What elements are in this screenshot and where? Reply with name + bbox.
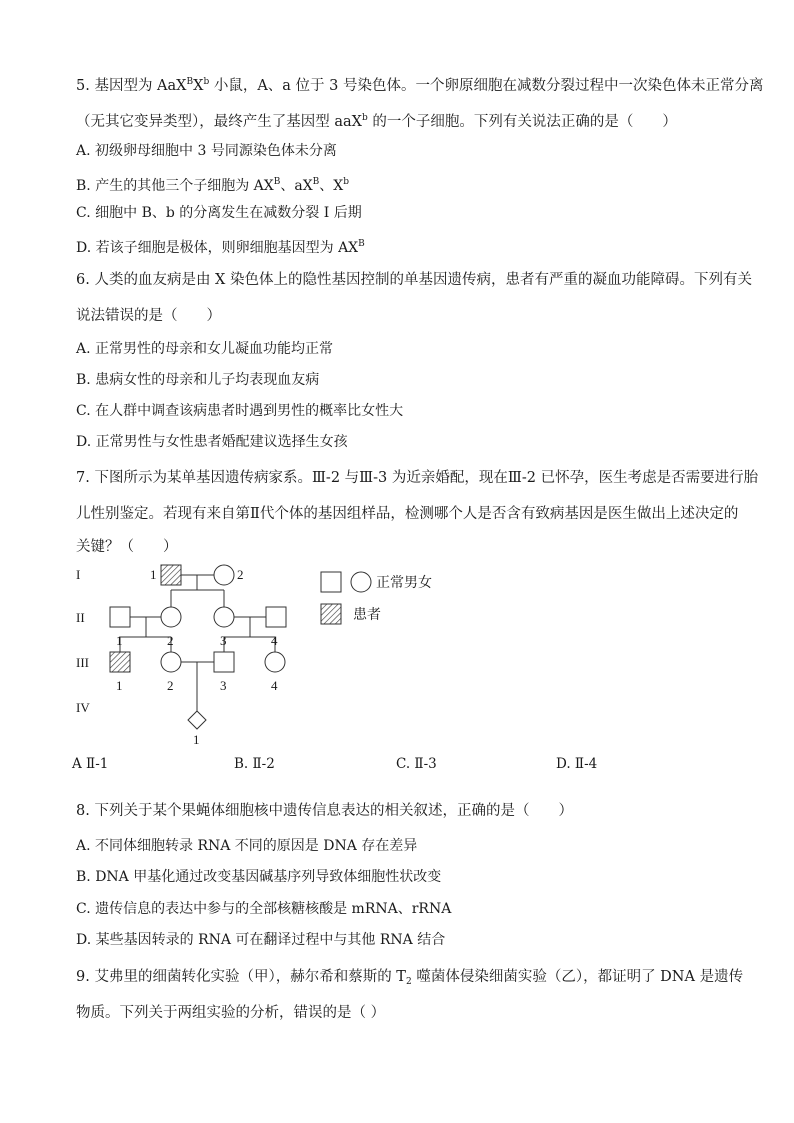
q9-stem-line1: 9. 艾弗里的细菌转化实验（甲），赫尔希和蔡斯的 $T_2$ 噬菌体侵染细菌实验（乙），都证明了 DNA 是遗传 — [76, 969, 744, 987]
label-II3: 3 — [220, 633, 227, 648]
q7-option-c: C. Ⅱ-3 — [396, 756, 437, 772]
q6-option-d: D. 正常男性与女性患者婚配建议选择生女孩 — [76, 434, 348, 450]
q7-option-a: A Ⅱ-1 — [72, 756, 109, 772]
q7-stem-line2: 儿性别鉴定。若现有来自第Ⅱ代个体的基因组样品，检测哪个人是否含有致病基因是医生做出上述决定的 — [76, 506, 739, 522]
q8-stem-line1: 8. 下列关于某个果蝇体细胞核中遗传信息表达的相关叙述，正确的是（ ） — [76, 803, 573, 819]
IV1-fetus-unknown-sex — [188, 711, 206, 729]
legend-normal-label: 正常男女 — [376, 576, 432, 591]
label-III1: 1 — [116, 678, 123, 693]
gen-label-I: I — [76, 567, 81, 582]
label-III4: 4 — [271, 678, 278, 693]
legend-normal-female-icon — [351, 572, 371, 592]
label-III2: 2 — [167, 678, 174, 693]
q5-option-b: B. 产生的其他三个子细胞为 $AX^B$、$aX^B$、$X^b$ — [76, 177, 350, 194]
label-III3: 3 — [220, 678, 227, 693]
I1-affected-male — [161, 565, 181, 585]
q6-option-c: C. 在人群中调查该病患者时遇到男性的概率比女性大 — [76, 403, 404, 419]
q5-option-d: D. 若该子细胞是极体，则卵细胞基因型为 $AX^B$ — [76, 239, 365, 256]
q8-option-a: A. 不同体细胞转录 RNA 不同的原因是 DNA 存在差异 — [76, 838, 418, 854]
q5-option-c: C. 细胞中 B、b 的分离发生在减数分裂 I 后期 — [76, 205, 362, 221]
III2-normal-female — [161, 652, 181, 672]
III4-normal-female — [265, 652, 285, 672]
label-II1: 1 — [116, 633, 123, 648]
q6-option-a: A. 正常男性的母亲和女儿凝血功能均正常 — [76, 341, 334, 357]
II3-normal-female — [214, 607, 234, 627]
q6-option-b: B. 患病女性的母亲和儿子均表现血友病 — [76, 372, 320, 388]
q8-option-c: C. 遗传信息的表达中参与的全部核糖核酸是 mRNA、rRNA — [76, 901, 452, 917]
III3-normal-male — [214, 652, 234, 672]
q8-option-b: B. DNA 甲基化通过改变基因碱基序列导致体细胞性状改变 — [76, 869, 442, 885]
q6-stem-line2: 说法错误的是（ ） — [76, 308, 221, 324]
II2-normal-female — [161, 607, 181, 627]
q7-stem-line3: 关键？（ ） — [76, 539, 178, 555]
q7-option-d: D. Ⅱ-4 — [556, 756, 598, 772]
label-IV1: 1 — [193, 732, 200, 747]
q9-stem-line2: 物质。下列关于两组实验的分析，错误的是（ ） — [76, 1005, 386, 1021]
I2-normal-female — [214, 565, 234, 585]
label-II2: 2 — [167, 633, 174, 648]
III1-affected-male — [110, 652, 130, 672]
q5-option-a: A. 初级卵母细胞中 3 号同源染色体未分离 — [76, 143, 337, 159]
legend-normal-male-icon — [321, 572, 341, 592]
pedigree-diagram — [70, 555, 470, 750]
q7-option-b: B. Ⅱ-2 — [234, 756, 275, 772]
q6-stem-line1: 6. 人类的血友病是由 X 染色体上的隐性基因控制的单基因遗传病，患者有严重的凝血功能障碍。下列有关 — [76, 272, 752, 288]
legend-patient-label: 患者 — [353, 608, 381, 623]
q5-stem-line2: （无其它变异类型），最终产生了基因型 aaX$^b$ 的一个子细胞。下列有关说法正确的是（ ） — [76, 113, 677, 130]
II4-normal-male — [266, 607, 286, 627]
gen-label-IV: IV — [76, 700, 90, 715]
q7-stem-line1: 7. 下图所示为某单基因遗传病家系。Ⅲ-2 与Ⅲ-3 为近亲婚配，现在Ⅲ-2 已怀孕，医生考虑是否需要进行胎 — [76, 470, 759, 486]
label-I2: 2 — [237, 567, 244, 582]
legend-patient-icon — [321, 604, 341, 624]
q8-option-d: D. 某些基因转录的 RNA 可在翻译过程中与其他 RNA 结合 — [76, 932, 446, 948]
label-I1: 1 — [150, 567, 157, 582]
gen-label-III: III — [76, 655, 89, 670]
label-II4: 4 — [271, 633, 278, 648]
gen-label-II: II — [76, 610, 85, 625]
q5-stem-line1: 5. 基因型为 $AaX^BX^b$ 小鼠，A、a 位于 3 号染色体。一个卵原细胞在减数分裂过程中一次染色体未正常分离 — [76, 77, 764, 94]
II1-normal-male — [110, 607, 130, 627]
